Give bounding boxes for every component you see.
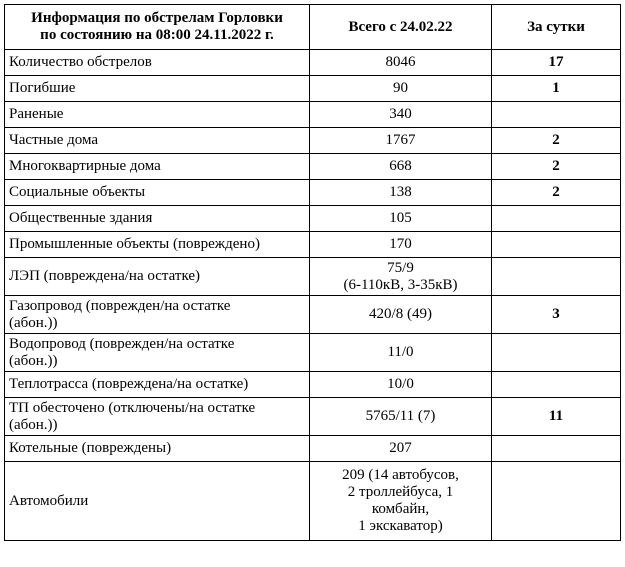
table-row [5,76,621,102]
row-day: 3 [492,296,621,334]
table-header-row [5,5,621,50]
row-day [492,102,621,128]
row-label: ТП обесточено (отключены/на остатке (абон.)) [5,398,310,436]
row-total: 207 [310,436,492,462]
header-title: Информация по обстрелам Горловки по состоянию на 08:00 24.11.2022 г. [5,5,310,50]
row-day: 1 [492,76,621,102]
row-total: 8046 [310,50,492,76]
row-day [492,436,621,462]
table-row [5,180,621,206]
row-total: 10/0 [310,372,492,398]
table-row [5,462,621,541]
table-row [5,398,621,436]
row-total: 138 [310,180,492,206]
row-label: Многоквартирные дома [5,154,310,180]
row-day: 17 [492,50,621,76]
row-day [492,206,621,232]
row-label: Погибшие [5,76,310,102]
row-total: 11/0 [310,334,492,372]
row-total: 75/9 (6-110кВ, 3-35кВ) [310,258,492,296]
shelling-info-table [4,4,621,541]
table-row [5,154,621,180]
table-row [5,102,621,128]
row-label: Теплотрасса (повреждена/на остатке) [5,372,310,398]
row-day: 2 [492,128,621,154]
row-total: 1767 [310,128,492,154]
row-day: 2 [492,154,621,180]
row-total: 170 [310,232,492,258]
header-day: За сутки [492,5,621,50]
table-row [5,258,621,296]
row-day [492,334,621,372]
row-day [492,232,621,258]
table-row [5,296,621,334]
row-total: 209 (14 автобусов, 2 троллейбуса, 1 комбайн, 1 экскаватор) [310,462,492,541]
header-total: Всего с 24.02.22 [310,5,492,50]
row-label: Водопровод (поврежден/на остатке (абон.)) [5,334,310,372]
row-label: Раненые [5,102,310,128]
row-day: 2 [492,180,621,206]
row-label: Котельные (повреждены) [5,436,310,462]
table-row [5,128,621,154]
row-label: Газопровод (поврежден/на остатке (абон.)) [5,296,310,334]
table-row [5,334,621,372]
table-row [5,206,621,232]
table-row [5,372,621,398]
row-total: 340 [310,102,492,128]
row-label: Частные дома [5,128,310,154]
row-total: 90 [310,76,492,102]
row-total: 105 [310,206,492,232]
row-day: 11 [492,398,621,436]
row-label: ЛЭП (повреждена/на остатке) [5,258,310,296]
row-label: Автомобили [5,462,310,541]
row-day [492,462,621,541]
row-total: 420/8 (49) [310,296,492,334]
row-day [492,372,621,398]
table-row [5,436,621,462]
row-label: Количество обстрелов [5,50,310,76]
table-row [5,50,621,76]
row-label: Социальные объекты [5,180,310,206]
row-day [492,258,621,296]
row-total: 5765/11 (7) [310,398,492,436]
row-total: 668 [310,154,492,180]
row-label: Промышленные объекты (повреждено) [5,232,310,258]
row-label: Общественные здания [5,206,310,232]
table-row [5,232,621,258]
